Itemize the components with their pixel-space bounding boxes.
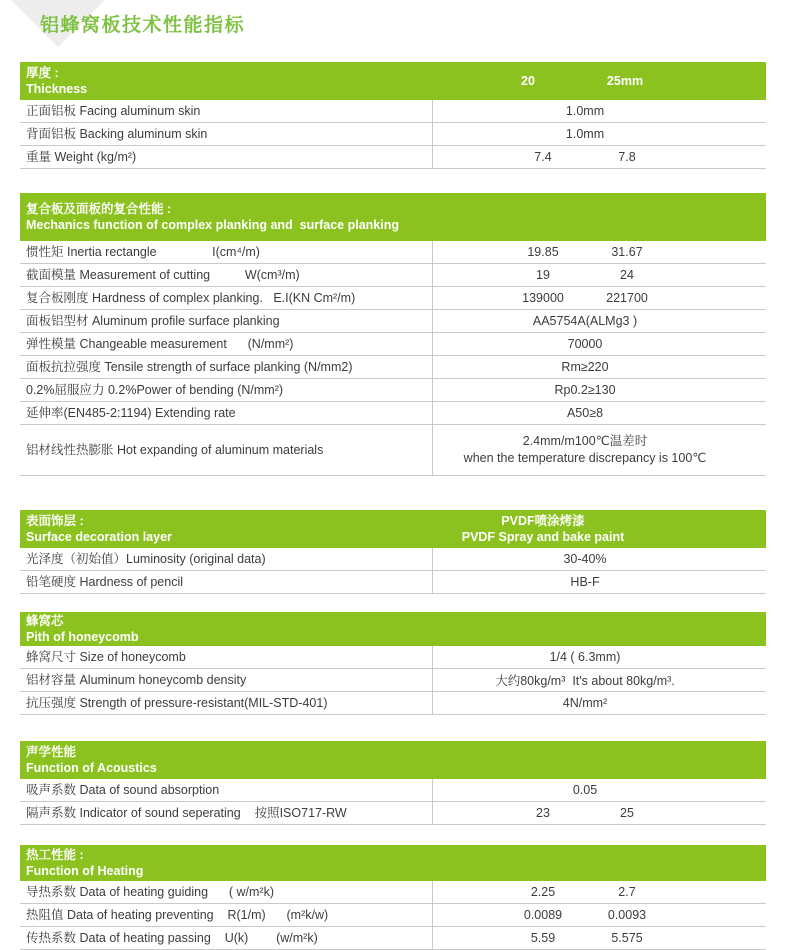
- row-label: 重量 Weight (kg/m²): [20, 146, 433, 168]
- row-value-20: 0.0089: [523, 908, 563, 922]
- table-header: [20, 741, 766, 779]
- row-label: 弹性模量 Changeable measurement (N/mm²): [20, 333, 433, 355]
- table-header-en: Pith of honeycomb: [26, 630, 139, 644]
- table-header-columns: [433, 62, 766, 100]
- table-row: [20, 571, 766, 594]
- spec-table-heating: [20, 845, 766, 950]
- table-header-columns: [433, 612, 766, 646]
- table-row: [20, 310, 766, 333]
- row-value-25mm: 31.67: [611, 245, 643, 259]
- table-header-title: [20, 845, 433, 881]
- table-row: [20, 646, 766, 669]
- table-header-zh: 蜂窝芯: [26, 614, 64, 628]
- row-value: 1.0mm: [565, 104, 605, 118]
- column-header-25mm: 25mm: [606, 74, 644, 88]
- row-value-25mm: 7.8: [618, 150, 636, 164]
- row-label: 热阻值 Data of heating preventing R(1/m) (m²k/w): [20, 904, 433, 926]
- row-values: [433, 146, 766, 168]
- title-bar: [0, 0, 797, 52]
- row-value: 70000: [567, 337, 603, 351]
- row-values: [433, 264, 766, 286]
- row-value-25mm: 24: [620, 268, 634, 282]
- column-header-pvdf-en: PVDF Spray and bake paint: [461, 530, 625, 544]
- table-row: [20, 356, 766, 379]
- table-row: [20, 802, 766, 825]
- row-values: [433, 669, 766, 691]
- table-header-columns: [433, 845, 766, 881]
- column-header-pvdf-zh: PVDF喷涂烤漆: [501, 514, 585, 528]
- row-value-25mm: 25: [620, 806, 634, 820]
- row-value-25mm: 2.7: [618, 885, 636, 899]
- table-row: [20, 904, 766, 927]
- spec-table-acoustics: [20, 741, 766, 825]
- table-header-zh: 复合板及面板的复合性能 :: [26, 202, 172, 216]
- table-header-title: [20, 741, 433, 779]
- row-label: 复合板刚度 Hardness of complex planking. E.I(KN Cm²/m): [20, 287, 433, 309]
- table-row: [20, 241, 766, 264]
- table-header-title: [20, 62, 433, 100]
- row-value-25mm: 5.575: [611, 931, 643, 945]
- row-values: [433, 571, 766, 593]
- table-header-zh: 热工性能 :: [26, 848, 84, 862]
- table-header-en: Thickness: [26, 82, 88, 96]
- row-value: [464, 433, 707, 467]
- row-label: 铅笔硬度 Hardness of pencil: [20, 571, 433, 593]
- row-label: 惯性矩 Inertia rectangle I(cm⁴/m): [20, 241, 433, 263]
- row-value-20: 5.59: [530, 931, 556, 945]
- column-header-pvdf: [462, 513, 625, 545]
- table-header-columns: [433, 510, 766, 548]
- row-value: 30-40%: [563, 552, 607, 566]
- row-values: [433, 548, 766, 570]
- table-row: [20, 123, 766, 146]
- row-label: 延伸率(EN485-2:1194) Extending rate: [20, 402, 433, 424]
- table-header-en: Function of Acoustics: [26, 761, 157, 775]
- table-row: [20, 692, 766, 715]
- row-values: [433, 123, 766, 145]
- table-row: [20, 669, 766, 692]
- row-label: 光泽度（初始值）Luminosity (original data): [20, 548, 433, 570]
- row-value: Rm≥220: [561, 360, 609, 374]
- table-row: [20, 927, 766, 950]
- row-value-line2: when the temperature discrepancy is 100℃: [463, 451, 707, 465]
- table-header: [20, 510, 766, 548]
- table-row: [20, 287, 766, 310]
- table-header-en: Surface decoration layer: [26, 530, 172, 544]
- row-label: 截面模量 Measurement of cutting W(cm³/m): [20, 264, 433, 286]
- spec-table-mechanics: [20, 193, 766, 476]
- row-value-20: 2.25: [530, 885, 556, 899]
- row-value: 大约80kg/m³ It's about 80kg/m³.: [495, 674, 675, 688]
- row-values: [433, 881, 766, 903]
- row-values: [433, 287, 766, 309]
- row-value: Rp0.2≥130: [554, 383, 616, 397]
- spec-table-thickness: [20, 62, 766, 169]
- row-label: 背面铝板 Backing aluminum skin: [20, 123, 433, 145]
- row-values: [433, 692, 766, 714]
- table-row: [20, 548, 766, 571]
- table-header-zh: 表面饰层 :: [26, 514, 84, 528]
- table-header-en: Mechanics function of complex planking and surface planking: [26, 218, 399, 232]
- row-label: 0.2%屈服应力 0.2%Power of bending (N/mm²): [20, 379, 433, 401]
- row-value-20: 7.4: [534, 150, 552, 164]
- row-label: 抗压强度 Strength of pressure-resistant(MIL-STD-401): [20, 692, 433, 714]
- row-values: [433, 310, 766, 332]
- row-values: [433, 927, 766, 949]
- row-value: 0.05: [572, 783, 598, 797]
- table-row: [20, 402, 766, 425]
- row-label: 隔声系数 Indicator of sound seperating 按照ISO717-RW: [20, 802, 433, 824]
- row-value-25mm: 0.0093: [607, 908, 647, 922]
- row-value: 1.0mm: [565, 127, 605, 141]
- row-values: [433, 425, 766, 475]
- table-header-zh: 声学性能: [26, 745, 77, 759]
- table-row: [20, 333, 766, 356]
- table-header: [20, 193, 766, 241]
- row-values: [433, 779, 766, 801]
- row-label: 传热系数 Data of heating passing U(k) (w/m²k): [20, 927, 433, 949]
- table-row: [20, 881, 766, 904]
- row-values: [433, 904, 766, 926]
- row-value-line1: 2.4mm/m100℃温差时: [522, 434, 648, 448]
- table-row: [20, 264, 766, 287]
- spec-table-surface-decoration: [20, 510, 766, 594]
- table-row: [20, 779, 766, 802]
- row-values: [433, 379, 766, 401]
- row-label: 铝材线性热膨胀 Hot expanding of aluminum materials: [20, 425, 433, 475]
- table-row: [20, 425, 766, 476]
- row-label: 正面铝板 Facing aluminum skin: [20, 100, 433, 122]
- row-label: 面板铝型材 Aluminum profile surface planking: [20, 310, 433, 332]
- table-header-title: [20, 193, 433, 241]
- table-header-columns: [433, 741, 766, 779]
- row-value: 4N/mm²: [562, 696, 608, 710]
- row-values: [433, 356, 766, 378]
- table-header-columns: [433, 193, 766, 241]
- row-values: [433, 333, 766, 355]
- row-value: A50≥8: [566, 406, 604, 420]
- row-value: 1/4 ( 6.3mm): [549, 650, 621, 664]
- row-values: [433, 402, 766, 424]
- row-values: [433, 241, 766, 263]
- table-header-zh: 厚度 :: [26, 66, 59, 80]
- page-title: 铝蜂窝板技术性能指标: [40, 15, 246, 36]
- table-header-title: [20, 612, 433, 646]
- row-values: [433, 802, 766, 824]
- row-value: AA5754A(ALMg3 ): [532, 314, 638, 328]
- row-value-20: 23: [536, 806, 550, 820]
- table-row: [20, 100, 766, 123]
- table-header: [20, 612, 766, 646]
- row-values: [433, 100, 766, 122]
- table-row: [20, 379, 766, 402]
- spec-table-honeycomb-pith: [20, 612, 766, 715]
- table-header-en: Function of Heating: [26, 864, 144, 878]
- table-row: [20, 146, 766, 169]
- row-value-25mm: 221700: [606, 291, 648, 305]
- row-value-20: 139000: [522, 291, 564, 305]
- row-value-20: 19.85: [527, 245, 559, 259]
- row-label: 导热系数 Data of heating guiding ( w/m²k): [20, 881, 433, 903]
- row-label: 面板抗拉强度 Tensile strength of surface planking (N/mm2): [20, 356, 433, 378]
- row-label: 吸声系数 Data of sound absorption: [20, 779, 433, 801]
- table-header: [20, 845, 766, 881]
- table-header-title: [20, 510, 433, 548]
- table-header: [20, 62, 766, 100]
- column-header-20: 20: [521, 74, 535, 88]
- row-values: [433, 646, 766, 668]
- row-label: 铝材容量 Aluminum honeycomb density: [20, 669, 433, 691]
- spec-sheet: [20, 62, 766, 950]
- row-value: HB-F: [570, 575, 600, 589]
- row-value-20: 19: [536, 268, 550, 282]
- row-label: 蜂窝尺寸 Size of honeycomb: [20, 646, 433, 668]
